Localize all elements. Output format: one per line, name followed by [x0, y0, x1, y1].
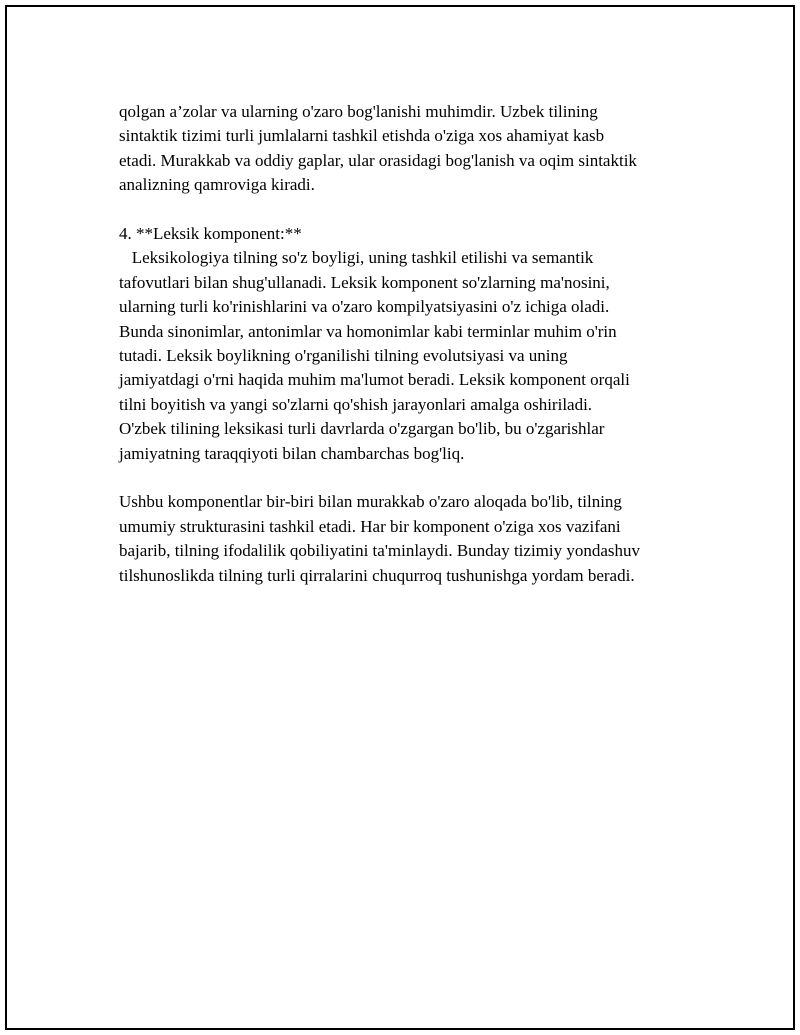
paragraph-spacer — [119, 198, 699, 222]
paragraph-conclusion: Ushbu komponentlar bir-biri bilan murakkab o'zaro aloqada bo'lib, tilning umumiy strukturasini tashkil etadi. Har bir komponent o'ziga xos vazifani bajarib, tilning ifodalilik qobiliyatini ta'minlaydi. Bunday tizimiy yondashuv tilshunoslikda tilning turli qirralarini chuqurroq tushunishga yordam beradi. — [119, 492, 641, 585]
document-page — [5, 5, 795, 1030]
document-body — [119, 100, 699, 588]
paragraph-spacer — [119, 466, 699, 490]
section-heading-lexical-component: 4. **Leksik komponent:** — [119, 224, 302, 244]
paragraph-syntax-continuation: qolgan a’zolar va ularning o'zaro bog'lanishi muhimdir. Uzbek tilining sintaktik tizimi turli jumlalarni tashkil etishda o'ziga xos ahamiyat kasb etadi. Murakkab va oddiy gaplar, ular orasidagi bog'lanish va oqim sintaktik analizning qamroviga kiradi. — [119, 102, 637, 195]
paragraph-lexical-component: Leksikologiya tilning so'z boyligi, uning tashkil etilishi va semantik tafovutlari bilan shug'ullanadi. Leksik komponent so'zlarning ma'nosini, ularning turli ko'rinishlarini va o'zaro kompilyatsiyasini o'z ichiga oladi. Bunda sinonimlar, antonimlar va homonimlar kabi terminlar muhim o'rin tutadi. Leksik boylikning o'rganilishi tilning evolutsiyasi va uning jamiyatdagi o'rni haqida muhim ma'lumot beradi. Leksik komponent orqali tilni boyitish va yangi so'zlarni qo'shish jarayonlari amalga oshiriladi. O'zbek tilining leksikasi turli davrlarda o'zgargan bo'lib, bu o'zgarishlar jamiyatning taraqqiyoti bilan chambarchas bog'liq. — [119, 248, 630, 463]
